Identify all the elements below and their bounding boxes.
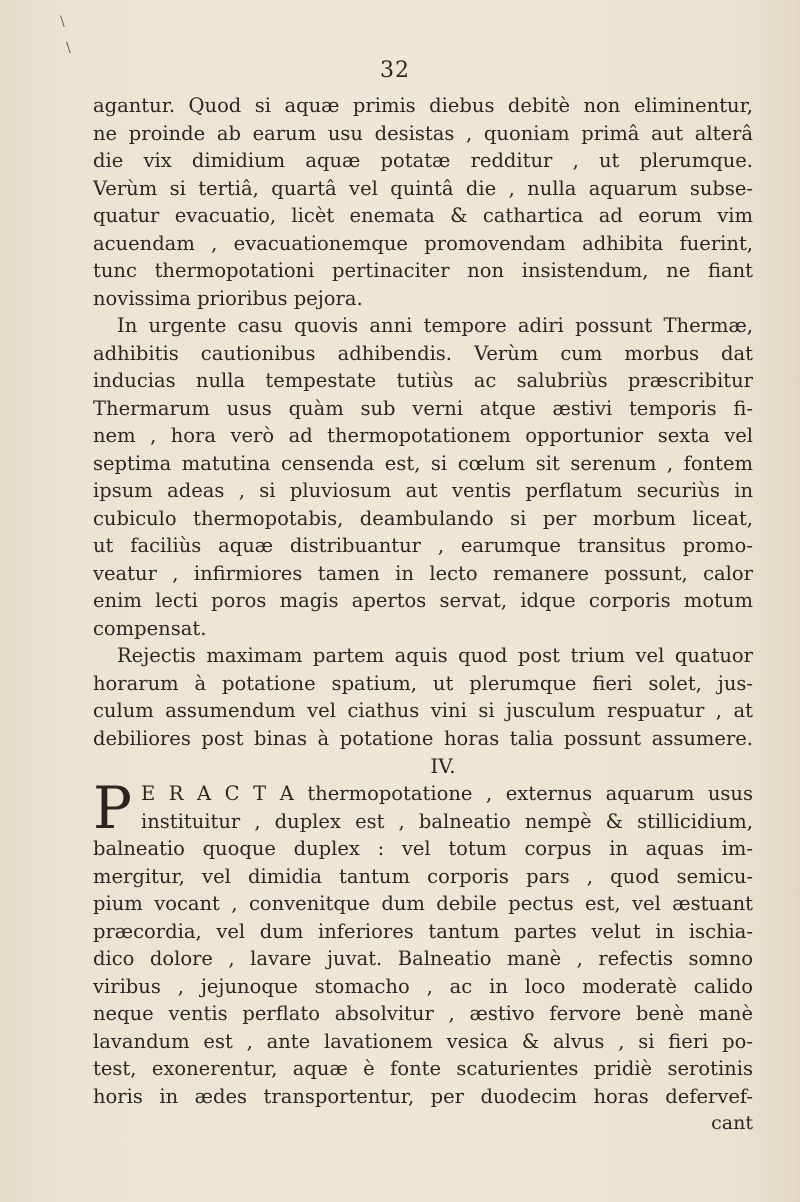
text-line: ut faciliùs aquæ distribuantur , earumque transitus promo- (93, 534, 753, 557)
text-line: agantur. Quod si aquæ primis diebus debitè non eliminentur, (93, 94, 753, 117)
text-line: viribus , jejunoque stomacho , ac in loco moderatè calido (93, 974, 753, 998)
text-line: neque ventis perflato absolvitur , æstivo fervore benè manè (93, 1002, 753, 1025)
text-line: balneatio quoque duplex : vel totum corpus in aquas im- (93, 837, 753, 860)
page-number: 32 (380, 58, 410, 83)
text-line: debiliores post binas à potatione horas talia possunt assumere. (93, 726, 753, 750)
text-line: die vix dimidium aquæ potatæ redditur , ut plerumque. (93, 149, 753, 172)
text-line: culum assumendum vel ciathus vini si jusculum respuatur , at (93, 699, 753, 722)
margin-mark: \ (66, 40, 71, 56)
paragraph-3 (93, 642, 753, 752)
text-line: test, exonerentur, aquæ è fonte scaturientes pridiè serotinis (93, 1057, 753, 1080)
text-line: Verùm si tertiâ, quartâ vel quintâ die , nulla aquarum subse- (93, 176, 753, 200)
text-line: cubiculo thermopotabis, deambulando si per morbum liceat, (93, 506, 753, 530)
text-line: septima matutina censenda est, si cœlum sit serenum , fontem (93, 451, 753, 475)
paragraph-2 (93, 312, 753, 642)
margin-mark: \ (60, 14, 65, 30)
text-line: novissima prioribus pejora. (93, 286, 363, 310)
text-line: In urgente casu quovis anni tempore adiri possunt Thermæ, (117, 314, 753, 337)
text-line: instituitur , duplex est , balneatio nempè & stillicidium, (141, 809, 753, 833)
text-line: tunc thermopotationi pertinaciter non insistendum, ne fiant (93, 259, 753, 282)
text-line: horarum à potatione spatium, ut plerumque fieri solet, jus- (93, 671, 753, 695)
text-line: enim lecti poros magis apertos servat, idque corporis motum (93, 589, 753, 612)
text-line: ne proinde ab earum usu desistas , quoniam primâ aut alterâ (93, 121, 753, 145)
text-line: acuendam , evacuationemque promovendam adhibita fuerint, (93, 231, 753, 255)
text-line: horis in ædes transportentur, per duodecim horas defervef- (93, 1084, 753, 1108)
text-line: pium vocant , convenitque dum debile pectus est, vel æstuant (93, 892, 753, 915)
text-line: Rejectis maximam partem aquis quod post trium vel quatuor (117, 644, 753, 667)
text-line: ipsum adeas , si pluviosum aut ventis perflatum securiùs in (93, 479, 753, 502)
catchword: cant (711, 1112, 753, 1134)
text-line: dico dolore , lavare juvat. Balneatio manè , refectis somno (93, 947, 753, 970)
paragraph-1 (93, 92, 753, 312)
text-line: Thermarum usus quàm sub verni atque æstivi temporis fi- (93, 396, 753, 420)
text-line: mergitur, vel dimidia tantum corporis pars , quod semicu- (93, 864, 753, 888)
text-line: compensat. (93, 616, 207, 640)
text-line: quatur evacuatio, licèt enemata & cathartica ad eorum vim (93, 204, 753, 227)
text-line: E R A C T A thermopotatione , externus aquarum usus (141, 782, 753, 805)
text-line: inducias nulla tempestate tutiùs ac salubriùs præscribitur (93, 369, 753, 392)
text-line: nem , hora verò ad thermopotationem opportunior sexta vel (93, 424, 753, 447)
text-block (93, 92, 753, 1138)
section-number: IV. (430, 754, 456, 778)
text-line: veatur , infirmiores tamen in lecto remanere possunt, calor (93, 561, 753, 585)
paragraph-4 (93, 774, 753, 1110)
text-line: adhibitis cautionibus adhibendis. Verùm cum morbus dat (93, 341, 753, 365)
text-line: lavandum est , ante lavationem vesica & alvus , si fieri po- (93, 1029, 753, 1053)
drop-cap: P (93, 774, 133, 842)
text-line: præcordia, vel dum inferiores tantum partes velut in ischia- (93, 919, 753, 943)
